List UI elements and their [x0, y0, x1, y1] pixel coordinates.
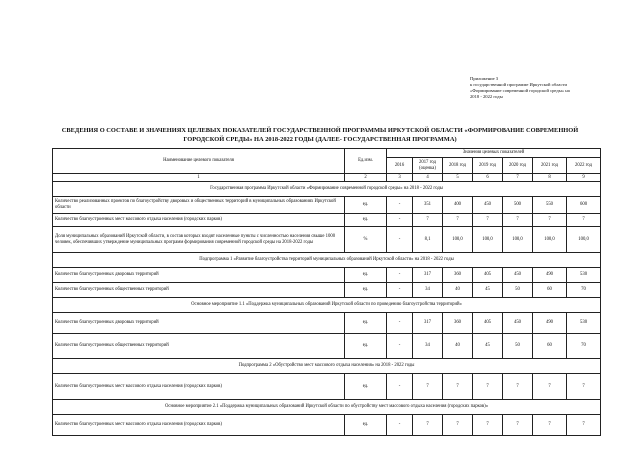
value-cell: 100,0 [503, 227, 533, 253]
table-row [53, 214, 601, 227]
indicator-name: Количество благоустроенных общественных территорий [53, 334, 345, 359]
table-row [53, 374, 601, 400]
value-cell: 550 [533, 197, 567, 214]
value-cell: 8,1 [413, 227, 443, 253]
indicator-unit: % [345, 227, 387, 253]
value-cell: 45 [473, 283, 503, 298]
section-title: Государственная программа Иркутской области «Формирование современной городской среды» на 2018 - 2022 годы [53, 182, 601, 197]
table-row [53, 268, 601, 283]
section-row [53, 182, 601, 197]
indicator-name: Количество реализованных проектов по благоустройству дворовых и общественных территорий в муниципальных образованиях Иркутской области [53, 197, 345, 214]
value-cell: 7 [567, 374, 601, 400]
appendix-line: 2018 - 2022 годы [470, 94, 503, 99]
section-title: Подпрограмма 2 «Обустройство мест массового отдыха населения» на 2018 - 2022 годы [53, 359, 601, 374]
value-cell: 50 [503, 283, 533, 298]
document-title [40, 126, 600, 144]
column-number: 7 [503, 174, 533, 182]
value-cell: 60 [533, 283, 567, 298]
column-number: 8 [533, 174, 567, 182]
title-line: ГОРОДСКОЙ СРЕДЫ» НА 2018-2022 ГОДЫ (ДАЛЕЕ- ГОСУДАРСТВЕННАЯ ПРОГРАММА) [183, 136, 457, 143]
title-line: СВЕДЕНИЯ О СОСТАВЕ И ЗНАЧЕНИЯХ ЦЕЛЕВЫХ ПОКАЗАТЕЛЕЙ ГОСУДАРСТВЕННОЙ ПРОГРАММЫ ИРКУТСКОЙ ОБЛАСТИ «ФОРМИРОВАНИЕ СОВРЕМЕННОЙ [61, 127, 579, 134]
table-row [53, 415, 601, 436]
value-cell: - [387, 227, 413, 253]
value-cell: 600 [567, 197, 601, 214]
header-year: 2016 [387, 158, 413, 174]
value-cell: 7 [533, 214, 567, 227]
value-cell: 40 [443, 283, 473, 298]
header-values-group: Значения целевых показателей [387, 149, 601, 158]
indicator-name: Количество благоустроенных общественных территорий [53, 283, 345, 298]
value-cell: 490 [533, 313, 567, 334]
value-cell: 7 [413, 415, 443, 436]
value-cell: 100,0 [533, 227, 567, 253]
value-cell: 50 [503, 334, 533, 359]
column-number: 5 [443, 174, 473, 182]
appendix-note [470, 76, 630, 100]
value-cell: - [387, 313, 413, 334]
value-cell: 450 [473, 197, 503, 214]
indicator-name: Количество благоустроенных мест массового отдыха населения (городских парков) [53, 415, 345, 436]
section-row [53, 253, 601, 268]
indicator-unit: ед. [345, 313, 387, 334]
column-number: 3 [387, 174, 413, 182]
value-cell: - [387, 283, 413, 298]
indicator-unit: ед. [345, 415, 387, 436]
value-cell: 34 [413, 334, 443, 359]
value-cell: 7 [443, 415, 473, 436]
value-cell: 530 [567, 268, 601, 283]
value-cell: 490 [533, 268, 567, 283]
indicator-unit: ед. [345, 334, 387, 359]
column-number: 4 [413, 174, 443, 182]
indicator-name: Количество благоустроенных дворовых территорий [53, 313, 345, 334]
value-cell: 7 [473, 415, 503, 436]
value-cell: 7 [413, 214, 443, 227]
value-cell: 100,0 [473, 227, 503, 253]
header-year: 2022 год [567, 158, 601, 174]
indicator-unit: ед. [345, 197, 387, 214]
value-cell: 317 [413, 313, 443, 334]
value-cell: 7 [443, 374, 473, 400]
value-cell: 100,0 [567, 227, 601, 253]
header-year: 2020 год [503, 158, 533, 174]
value-cell: 70 [567, 334, 601, 359]
column-number: 6 [473, 174, 503, 182]
table-row [53, 227, 601, 253]
appendix-line: к государственной программе Иркутской области [470, 82, 567, 87]
header-year: 2021 год [533, 158, 567, 174]
value-cell: 7 [533, 374, 567, 400]
column-number-row [53, 174, 601, 182]
value-cell: - [387, 214, 413, 227]
value-cell: 530 [567, 313, 601, 334]
value-cell: - [387, 334, 413, 359]
value-cell: 400 [443, 197, 473, 214]
table-row [53, 283, 601, 298]
header-year: 2019 год [473, 158, 503, 174]
value-cell: 360 [443, 268, 473, 283]
value-cell: 7 [533, 415, 567, 436]
value-cell: 405 [473, 313, 503, 334]
value-cell: 450 [503, 268, 533, 283]
section-row [53, 359, 601, 374]
value-cell: 500 [503, 197, 533, 214]
column-number: 9 [567, 174, 601, 182]
value-cell: 45 [473, 334, 503, 359]
indicator-name: Количество благоустроенных мест массового отдыха населения (городских парков) [53, 214, 345, 227]
section-title: Основное мероприятие 1.1 «Поддержка муниципальных образований Иркутской области по проведению благоустройства территорий» [53, 298, 601, 313]
header-year: 2018 год [443, 158, 473, 174]
value-cell: 40 [443, 334, 473, 359]
value-cell: 7 [567, 214, 601, 227]
value-cell: 7 [473, 214, 503, 227]
value-cell: - [387, 374, 413, 400]
value-cell: 351 [413, 197, 443, 214]
value-cell: 7 [567, 415, 601, 436]
appendix-line: «Формирование современной городской среды» на [470, 88, 570, 93]
value-cell: 360 [443, 313, 473, 334]
value-cell: 7 [473, 374, 503, 400]
value-cell: 7 [503, 415, 533, 436]
value-cell: - [387, 268, 413, 283]
value-cell: 34 [413, 283, 443, 298]
table-row [53, 334, 601, 359]
value-cell: 70 [567, 283, 601, 298]
indicator-name: Количество благоустроенных мест массового отдыха населения (городских парков) [53, 374, 345, 400]
column-number: 1 [53, 174, 345, 182]
indicator-unit: ед. [345, 283, 387, 298]
value-cell: 7 [443, 214, 473, 227]
value-cell: 100,0 [443, 227, 473, 253]
value-cell: 60 [533, 334, 567, 359]
table-row [53, 197, 601, 214]
value-cell: 7 [413, 374, 443, 400]
section-row [53, 400, 601, 415]
indicator-unit: ед. [345, 268, 387, 283]
value-cell: 7 [503, 214, 533, 227]
appendix-line: Приложение 3 [470, 76, 499, 81]
indicator-unit: ед. [345, 374, 387, 400]
indicator-name: Количество благоустроенных дворовых территорий [53, 268, 345, 283]
value-cell: 450 [503, 313, 533, 334]
value-cell: 7 [503, 374, 533, 400]
value-cell: 317 [413, 268, 443, 283]
indicator-unit: ед. [345, 214, 387, 227]
section-row [53, 298, 601, 313]
header-unit: Ед.изм. [345, 149, 387, 174]
section-title: Основное мероприятие 2.1 «Поддержка муниципальных образований Иркутской области по обустройству мест массового отдыха населения (городских парков)» [53, 400, 601, 415]
table-row [53, 313, 601, 334]
header-year: 2017 год (оценка) [413, 158, 443, 174]
indicators-table [52, 148, 601, 436]
column-number: 2 [345, 174, 387, 182]
value-cell: - [387, 197, 413, 214]
header-name: Наименование целевого показателя [53, 149, 345, 174]
indicator-name: Доля муниципальных образований Иркутской области, в состав которых входят населенные пункты с численностью населения свыше 1000 человек, обеспечивших утверждение муниципальных программ формирования современной городской среды на 2018-2022 годы [53, 227, 345, 253]
section-title: Подпрограмма 1 «Развитие благоустройства территорий муниципальных образований Иркутской области» на 2018 - 2022 годы [53, 253, 601, 268]
value-cell: 405 [473, 268, 503, 283]
value-cell: - [387, 415, 413, 436]
